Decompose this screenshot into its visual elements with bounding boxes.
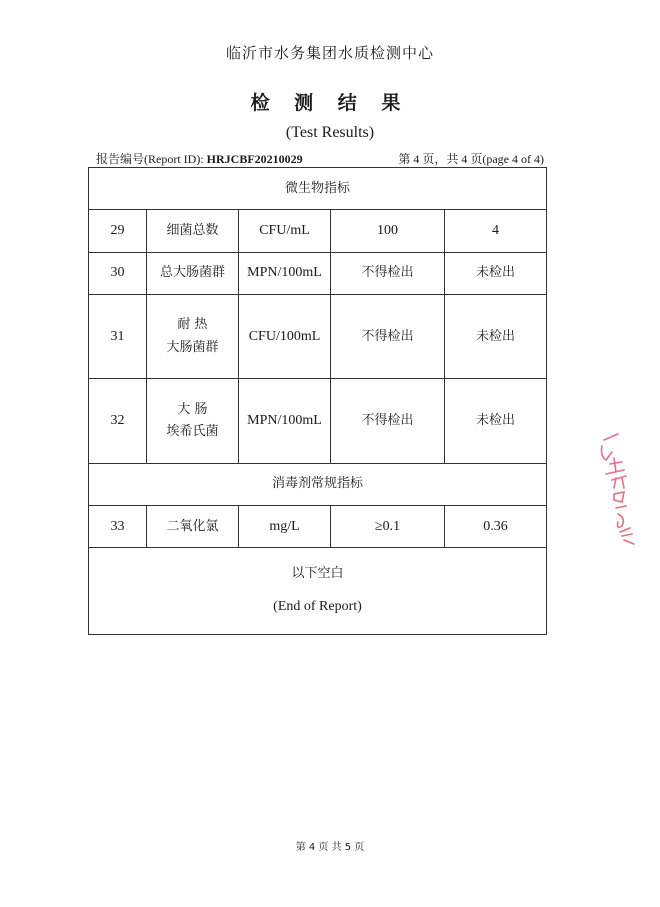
item-name xyxy=(147,294,239,379)
result-cell: 4 xyxy=(445,210,547,252)
section-microbiology: 微生物指标 xyxy=(89,168,547,210)
end-of-report-zh: 以下空白 xyxy=(291,566,344,582)
item-name-line2: 埃希氏菌 xyxy=(166,424,219,440)
unit-cell: CFU/mL xyxy=(239,210,331,252)
item-name-line1: 细菌总数 xyxy=(166,222,219,238)
table-row xyxy=(89,294,547,379)
unit-cell: MPN/100mL xyxy=(239,379,331,464)
report-id-label: 报告编号(Report ID): xyxy=(96,152,204,166)
table-row xyxy=(89,506,547,548)
results-table xyxy=(88,167,547,635)
limit-cell: 100 xyxy=(331,210,445,252)
result-cell: 0.36 xyxy=(445,506,547,548)
table-row xyxy=(89,252,547,294)
item-name-line1: 大 肠 xyxy=(177,402,208,417)
row-number: 30 xyxy=(89,252,147,294)
section-disinfectant: 消毒剂常规指标 xyxy=(89,463,547,505)
unit-cell: CFU/100mL xyxy=(239,294,331,379)
section-row xyxy=(89,168,547,210)
red-seal-stamp xyxy=(596,432,642,552)
item-name-line1: 总大肠菌群 xyxy=(159,265,225,281)
limit-cell: 不得检出 xyxy=(331,252,445,294)
table-row xyxy=(89,210,547,252)
end-of-report-row xyxy=(89,548,547,635)
row-number: 32 xyxy=(89,379,147,464)
page-info: 第 4 页，共 4 页(page 4 of 4) xyxy=(398,152,544,166)
report-id-value: HRJCBF20210029 xyxy=(206,152,303,166)
limit-cell: 不得检出 xyxy=(331,294,445,379)
item-name-line2: 大肠菌群 xyxy=(166,339,219,355)
row-number: 31 xyxy=(89,294,147,379)
item-name xyxy=(147,506,239,548)
result-cell: 未检出 xyxy=(445,252,547,294)
result-cell: 未检出 xyxy=(445,379,547,464)
row-number: 29 xyxy=(89,210,147,252)
unit-cell: mg/L xyxy=(239,506,331,548)
row-number: 33 xyxy=(89,506,147,548)
item-name xyxy=(147,210,239,252)
limit-cell: ≥0.1 xyxy=(331,506,445,548)
organization-name: 临沂市水务集团水质检测中心 xyxy=(225,44,434,62)
item-name-line1: 二氧化氯 xyxy=(166,518,219,534)
page-title: 检 测 结 果 xyxy=(250,92,410,114)
end-of-report-cell xyxy=(89,548,547,635)
item-name-line1: 耐 热 xyxy=(177,317,208,333)
section-row xyxy=(89,463,547,505)
result-cell: 未检出 xyxy=(445,294,547,379)
end-of-report-en: (End of Report) xyxy=(273,599,362,615)
footer-page-number: 第 4 页 共 5 页 xyxy=(295,842,365,853)
limit-cell: 不得检出 xyxy=(331,379,445,464)
unit-cell: MPN/100mL xyxy=(239,252,331,294)
page-subtitle: (Test Results) xyxy=(285,124,375,141)
table-row xyxy=(89,379,547,464)
report-id xyxy=(96,150,303,167)
item-name xyxy=(147,252,239,294)
item-name xyxy=(147,379,239,464)
